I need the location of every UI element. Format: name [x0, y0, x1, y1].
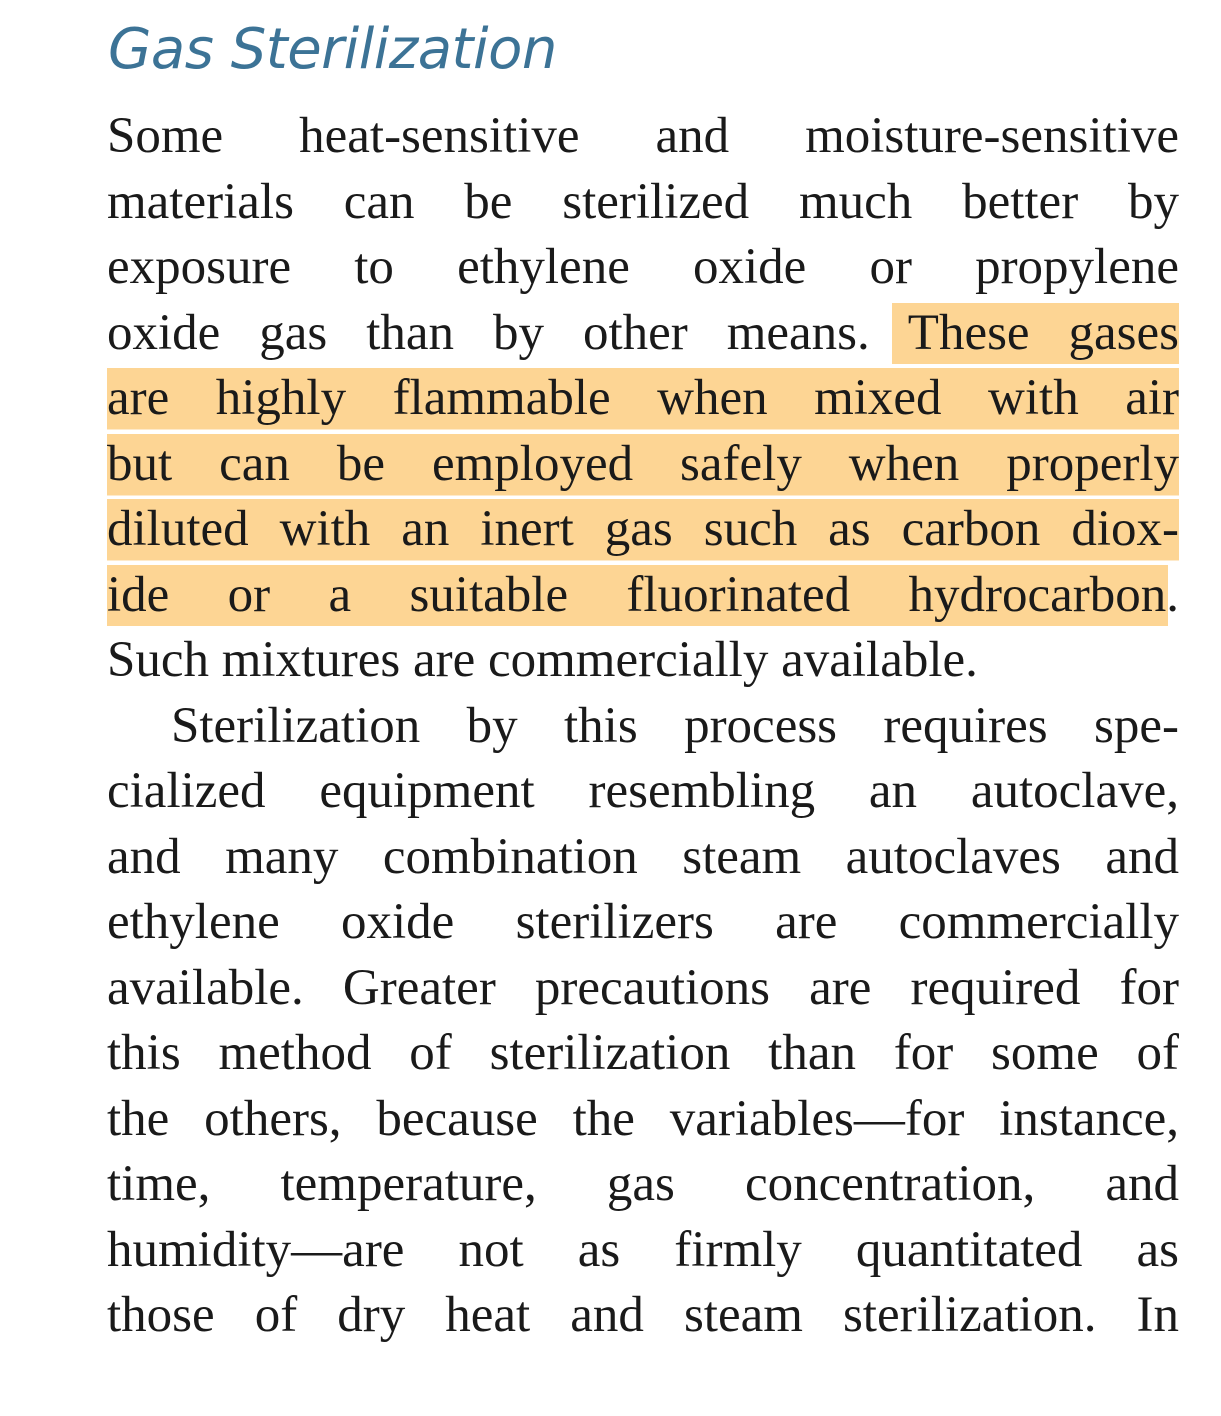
paragraph-first-line: Sterilization by this process requires spe-	[171, 697, 1179, 754]
text-line: this method of sterilization than for some of	[107, 1025, 1179, 1081]
text-line: the others, because the variables—for instance,	[107, 1090, 1179, 1147]
text-line: oxide gas than by other means. These gases	[107, 301, 1179, 367]
text-line: and many combination steam autoclaves and	[107, 828, 1179, 885]
section-heading: Gas Sterilization	[108, 17, 557, 82]
highlighted-line: but can be employed safely when properly	[107, 432, 1179, 498]
highlighted-line: are highly flammable when mixed with air	[107, 366, 1179, 432]
text-line: time, temperature, gas concentration, and	[107, 1156, 1179, 1212]
text-line: humidity—are not as firmly quantitated as	[107, 1221, 1179, 1278]
text-line: materials can be sterilized much better by	[107, 173, 1179, 230]
text-line: ethylene oxide sterilizers are commercially	[107, 894, 1179, 950]
text-line: exposure to ethylene oxide or propylene	[107, 239, 1179, 295]
highlighted-line: ide or a suitable fluorinated hydrocarbon.	[107, 563, 1179, 629]
text-line: cialized equipment resembling an autoclave,	[107, 763, 1179, 819]
highlighted-line: diluted with an inert gas such as carbon diox-	[107, 497, 1179, 563]
text-line: Some heat-sensitive and moisture-sensitive	[107, 108, 1179, 164]
body-text	[107, 104, 1179, 1349]
text-line: Such mixtures are commercially available.	[107, 632, 978, 688]
text-line: available. Greater precautions are required for	[107, 959, 1179, 1016]
text-line: those of dry heat and steam sterilization. In	[107, 1287, 1179, 1343]
